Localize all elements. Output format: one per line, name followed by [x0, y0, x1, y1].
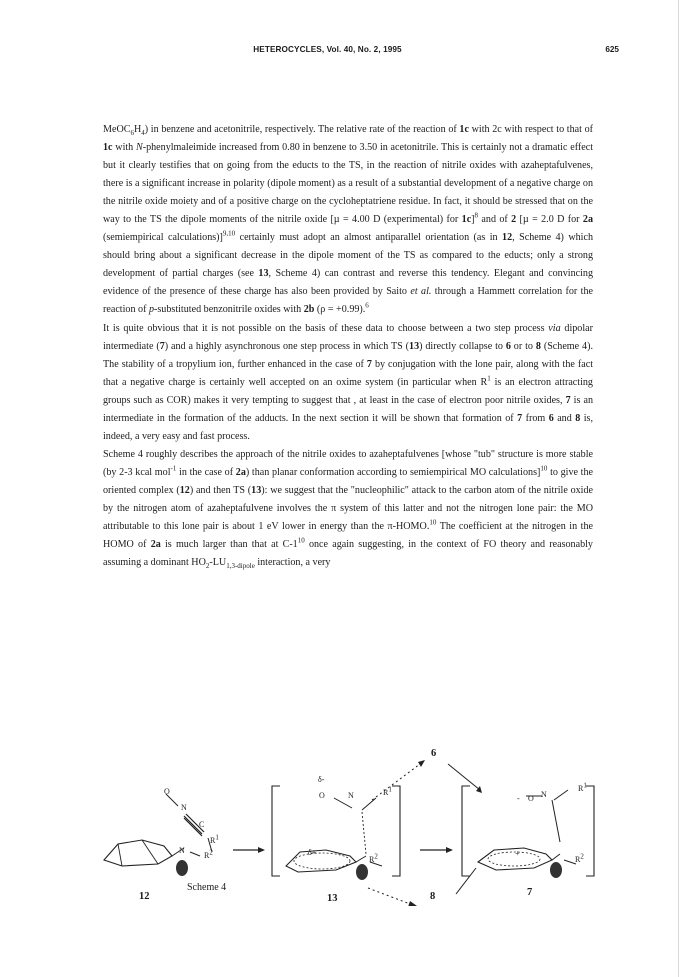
scheme-caption: Scheme 4 [187, 882, 227, 893]
compound-13-structure [272, 786, 400, 880]
r1-label-7: $R^1$ [578, 781, 587, 793]
atom-label-o-7: O [528, 794, 534, 803]
compound-12-structure [104, 794, 212, 876]
page-edge-line [678, 0, 679, 977]
plus-charge-label: + [515, 849, 520, 858]
compound-number-8: 8 [430, 891, 436, 902]
paragraph-3: Scheme 4 roughly describes the approach of the nitrile oxides to azaheptafulvenes [whose "tub" structure is more stable (by 2-3 kcal mol$^{-1}$ in the case of 2a) than planar conformation according to semiempirical MO calculations]$^{10}$ to give the oriented complex (12) and then TS (13): we suggest that the "nucleophilic" attack to the carbon atom of the nitrile oxide by the nitrogen atom of azaheptafulvene involves the π system of this latter and not the nitrogen lone pair: the MO attributable to this lone pair is about 1 eV lower in energy than the π-HOMO.$^{10}$ The coefficient at the nitrogen in the HOMO of 2a is much larger than that at $C-1^{10}$ once again suggesting, in the context of FO theory and reasonably assuming a dominant $HO_2-LU_{1,3-dipole}$ interaction, a very [103, 448, 594, 571]
compound-number-13: 13 [327, 893, 338, 904]
atom-label-n-7: N [541, 790, 547, 799]
compound-number-6: 6 [431, 748, 437, 759]
r1-label-13: $R^1$ [383, 785, 392, 797]
atom-label-c-12: C [199, 820, 205, 829]
paragraph-1: $MeOC_6H_4$) in benzene and acetonitrile, respectively. The relative rate of the reaction of 1c with 2c with respect to that of 1c with N-phenylmaleimide increased from 0.80 in benzene to 3.50 in acetonitrile. This is certainly not a dramatic effect but it clearly testifies that on going from the educts to the TS, in the reaction of nitrile oxides with azaheptafulvenes, there is a significant increase in polarity (dipole moment) as a result of a substantial development of a negative charge on the nitrile oxide moiety and of a positive charge on the cycloheptatriene residue. In fact, it should be stressed that on the way to the TS the dipole moments of the nitrile oxide [µ = 4.00 D (experimental) for 1c]$^8$ and of 2 [µ = 2.0 D for 2a (semiempirical calculations)]$^{9,10}$ certainly must adopt an almost antiparallel orientation (as in 12, Scheme 4) which should bring about a significant decrease in the dipole moment of the TS as compared to the educts; only a strong development of partial charges (see 13, Scheme 4) can contrast and reverse this tendency. Elegant and convincing evidence of the presence of these charge has also been provided by Saito et al. through a Hammett correlation for the reaction of p-substituted benzonitrile oxides with 2b (ρ = +0.99).$^6$ [103, 124, 594, 316]
arrow-8-to-7 [456, 868, 476, 894]
r1-label-12: $R^1$ [210, 833, 219, 845]
running-header [40, 45, 619, 59]
atom-label-n2-12: N [179, 846, 185, 855]
r2-label-13: $R^2$ [369, 852, 378, 864]
atom-label-o-12: O [164, 787, 170, 796]
compound-number-12: 12 [139, 891, 150, 902]
page-number: 625 [605, 45, 619, 54]
delta-plus-label: δ+ [308, 848, 317, 857]
atom-label-o-13: O [319, 791, 325, 800]
delta-minus-label: δ- [318, 775, 325, 784]
paragraph-2: It is quite obvious that it is not possible on the basis of these data to choose between a two step process via dipolar intermediate (7) and a highly asynchronous one step process in which TS (13) directly collapse to 6 or to 8 (Scheme 4). The stability of a tropylium ion, further enhanced in the case of 7 by conjugation with the lone pair, along with the fact that a negative charge is certainly well accepted on an oxime system (in particular when $R^1$ is an electron attracting groups such as COR) makes it very tempting to suggest that , at least in the case of electron poor nitrile oxides, 7 is an intermediate in the formation of the adducts. In the next section it will be shown that formation of 7 from 6 and 8 is, indeed, a very easy and fast process. [103, 322, 593, 442]
r2-label-7: $R^2$ [575, 852, 584, 864]
body-text [103, 121, 593, 572]
compound-number-7: 7 [527, 887, 533, 898]
r2-label-12: $R^2$ [204, 848, 213, 860]
running-title: HETEROCYCLES, Vol. 40, No. 2, 1995 [253, 45, 402, 54]
dotted-arrow-to-6 [372, 764, 420, 800]
scheme-4-figure [100, 756, 600, 906]
dotted-arrow-to-8 [368, 888, 410, 904]
atom-label-n-12: N [181, 803, 187, 812]
atom-label-n-13: N [348, 791, 354, 800]
minus-charge-label: - [517, 794, 520, 803]
